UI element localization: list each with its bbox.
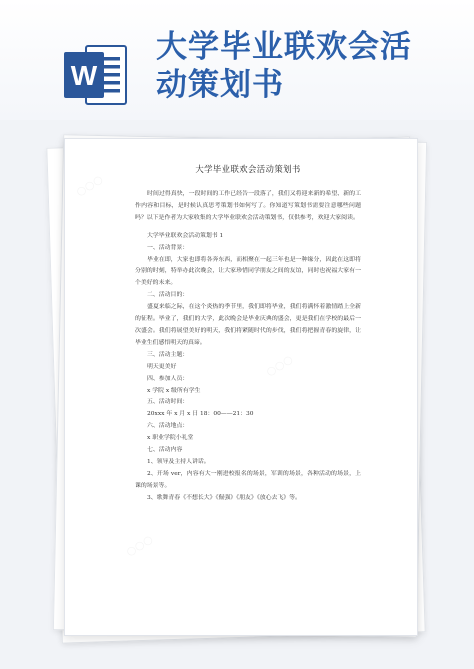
document-title: 大学毕业联欢会活动策划书 — [195, 164, 301, 174]
document-paragraph: 六、活动地点： — [147, 423, 189, 430]
word-logo-graphic — [62, 40, 130, 110]
document-page — [64, 138, 418, 636]
document-paragraph: 1、领导及主持人讲话。 — [147, 458, 210, 465]
page-headline — [156, 28, 456, 104]
watermark: ○○○ — [73, 172, 106, 199]
document-paragraph: 明天更美好 — [147, 363, 177, 370]
header-banner — [0, 0, 474, 120]
document-paragraph: 七、活动内容 — [147, 447, 183, 454]
document-paragraph: x 学院 x 级所有学生 — [147, 387, 201, 394]
headline-line-2: 动策划书 — [156, 67, 284, 103]
document-paragraph: 一、活动背景： — [147, 244, 189, 251]
headline-line-1: 大学毕业联欢会活 — [156, 29, 412, 65]
document-paragraph: 毕业在即，大家也即将各奔东西，而相聚在一起三年也是一种缘分，因此在这即将分别的时刻，特举办此次晚会，让大家珍惜同学朋友之间的友谊，同时也祝福大家有一个美好的未来。 — [135, 256, 361, 287]
document-paragraph: 二、活动目的： — [147, 292, 189, 299]
logo-letter: W — [70, 60, 98, 91]
document-paragraph: 三、活动主题： — [147, 351, 189, 358]
document-paragraph: 时间过得真快，一段时间的工作已经告一段落了，我们又将迎来新的希望、新的工作内容和目标，是时候认真思考策划书如何写了。你知道写策划书需要注意哪些问题吗？以下是作者为大家收集的大学毕业联欢会活动策划书，仅供参考，欢迎大家阅读。 — [135, 191, 361, 221]
word-document-icon — [62, 40, 130, 110]
document-paragraph: 大学毕业联欢会活动策划书 1 — [147, 232, 224, 239]
document-paragraph: 五、活动时间： — [147, 399, 189, 406]
document-paragraph: 四、参加人员： — [147, 375, 189, 382]
watermark: ○○○ — [123, 532, 156, 559]
document-paragraph: 3、歌舞青春《不想长大》《倔强》《朋友》《放心去飞》等。 — [147, 494, 301, 501]
document-paragraph: 2、开场 ver，内容有大一刚进校报名的场景，军训的场景，各种活动的场景，上课的场景等。 — [135, 470, 361, 489]
document-paragraphs — [135, 189, 361, 505]
document-paragraph: x 职业学院小礼堂 — [147, 435, 194, 442]
document-paragraph: 盛夏来临之际，在这个炎热的季节里，我们即将毕业，我们将满怀着激情踏上全新的征程。毕业了，我们的大学，此次晚会是毕业庆典的盛会，更是我们在学校的最后一次盛会。我们将展望美好的明天，我们将紧随时代的步伐，我们将把握青春的旋律，让毕业生们感悟明天的真谛。 — [135, 304, 361, 346]
watermark: ○○○ — [263, 352, 296, 379]
document-body — [135, 163, 361, 505]
document-paragraph: 20xxx 年 x 月 x 日 18：00——21：30 — [147, 411, 254, 418]
